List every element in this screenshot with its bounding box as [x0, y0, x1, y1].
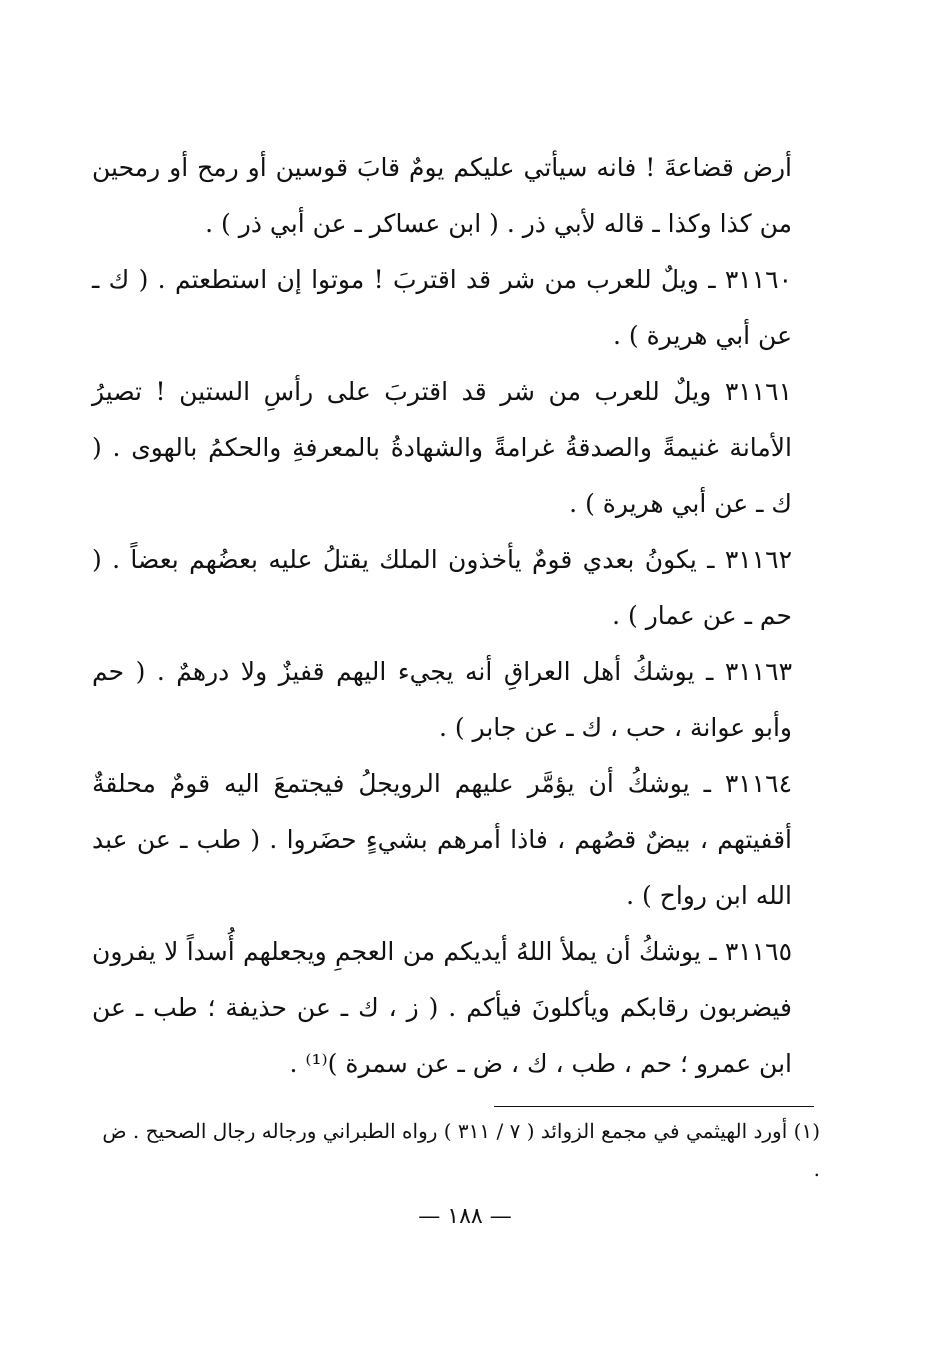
- entry-31163: ٣١١٦٣ ـ يوشكُ أهل العراقِ أنه يجيء اليهم قفيزٌ ولا درهمٌ . ( حم وأبو عوانة ، حب ، ك ـ عن جابر ) .: [92, 657, 792, 742]
- entry-31162: ٣١١٦٢ ـ يكونُ بعدي قومٌ يأخذون الملك يقتلُ عليه بعضُهم بعضاً . ( حم ـ عن عمار ) .: [92, 545, 792, 630]
- entry-31160: ٣١١٦٠ ـ ويلٌ للعرب من شر قد اقتربَ ! موتوا إن استطعتم . ( ك ـ عن أبي هريرة ) .: [92, 265, 792, 350]
- entry-31165: ٣١١٦٥ ـ يوشكُ أن يملأ اللهُ أيديكم من العجمِ ويجعلهم أُسداً لا يفرون فيضربون رقابكم ويأكلونَ فيأكم . ( ز ، ك ـ عن حذيفة ؛ طب ـ عن ابن عمرو ؛ حم ، طب ، ك ، ض ـ عن سمرة )⁽¹⁾ .: [92, 937, 792, 1078]
- entry-31164: ٣١١٦٤ ـ يوشكُ أن يؤمَّر عليهم الرويجلُ فيجتمعَ اليه قومٌ محلقةٌ أقفيتهم ، بيضٌ قصُهم ، فاذا أمرهم بشيءٍ حضَروا . ( طب ـ عن عبد الله ابن رواح ) .: [92, 769, 793, 910]
- page-number: — ١٨٨ —: [418, 1204, 512, 1229]
- footnote: (١) أورد الهيثمي في مجمع الزوائد ( ٧ / ٣١١ ) رواه الطبراني ورجاله رجال الصحيح . ض .: [102, 1119, 820, 1181]
- entry-31161: ٣١١٦١ ويلٌ للعرب من شر قد اقتربَ على رأسِ الستين ! تصيرُ الأمانة غنيمةً والصدقةُ غرامةً والشهادةُ بالمعرفةِ والحكمُ بالهوى . ( ك ـ عن أبي هريرة ) .: [92, 377, 792, 518]
- footnote-divider: [494, 1106, 814, 1107]
- main-text: [92, 140, 792, 1092]
- entry-continuation: أرض قضاعةَ ! فانه سيأتي عليكم يومٌ قابَ قوسين أو رمح أو رمحين من كذا وكذا ـ قاله لأبي ذر . ( ابن عساكر ـ عن أبي ذر ) .: [92, 153, 792, 238]
